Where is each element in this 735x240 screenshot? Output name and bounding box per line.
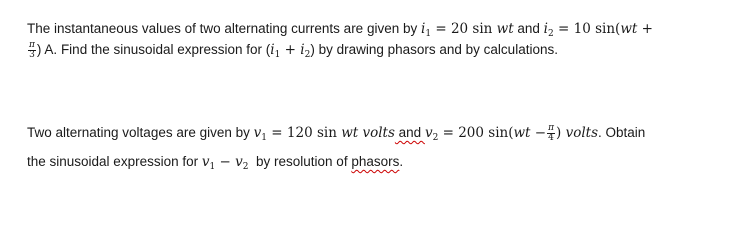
problem1-intro-text: The instantaneous values of two alternating currents are given by (27, 21, 421, 36)
problem1-line2 (27, 41, 558, 61)
fraction-numerator: π (29, 40, 35, 50)
i2-equation: = 10 sin( (553, 21, 621, 37)
v1-wt: wt (341, 125, 359, 142)
sum-close: ) (310, 42, 315, 58)
task-text: Find the sinusoidal expression for ( (57, 42, 271, 58)
fraction-denominator: 4 (548, 133, 554, 143)
problem1-line1 (27, 20, 653, 40)
v2-close: ) (556, 125, 562, 142)
problem2-intro-text: Two alternating voltages are given by (27, 125, 254, 141)
task-suffix: by drawing phasors and by calculations. (314, 42, 558, 58)
problem2-line1 (27, 124, 645, 144)
v2-equation: = 200 sin( (438, 125, 514, 142)
v2-wt: wt (513, 125, 531, 142)
problem2-line2 (27, 153, 403, 173)
phasors-word-spellcheck: phasors (351, 154, 400, 169)
i2-wt: wt (620, 21, 638, 37)
sum-i1-symbol: i (270, 42, 275, 59)
and-text-spellcheck: and (394, 125, 425, 141)
i2-plus: + (637, 21, 653, 37)
obtain-text: . Obtain (598, 125, 646, 141)
phase-close-unit: ) A. (36, 42, 58, 58)
diff-v1-symbol: v (201, 154, 210, 170)
diff-minus: − (215, 154, 236, 170)
sum-i1-subscript: 1 (274, 50, 281, 61)
pi-over-4-fraction (547, 124, 555, 143)
v2-volts-unit: volts (561, 125, 598, 142)
end-period: . (399, 154, 404, 169)
sum-plus: + (280, 42, 301, 59)
voltage-v2-subscript: 2 (432, 133, 439, 144)
current-i2-subscript: 2 (548, 29, 554, 39)
sum-i2-symbol: i (300, 42, 305, 59)
fraction-denominator: 3 (29, 50, 35, 60)
pi-over-3-fraction (28, 41, 36, 60)
v2-minus: − (530, 125, 547, 142)
diff-v2-subscript: 2 (242, 162, 249, 172)
v1-equation: = 120 sin (267, 125, 342, 142)
diff-v2-symbol: v (235, 154, 243, 170)
and-text: and (513, 21, 544, 36)
i1-equation: = 20 sin (431, 21, 497, 37)
i1-wt: wt (496, 21, 514, 37)
sum-i2-subscript: 2 (304, 50, 311, 61)
v1-volts-unit: volts (358, 125, 395, 142)
problem2-task-text: the sinusoidal expression for (27, 154, 202, 169)
voltage-v1-subscript: 1 (261, 133, 268, 144)
current-i1-subscript: 1 (425, 29, 432, 39)
voltage-v2-symbol: v (424, 125, 433, 142)
current-i2-symbol: i (543, 21, 548, 37)
diff-v1-subscript: 1 (209, 162, 216, 172)
voltage-v1-symbol: v (253, 125, 262, 142)
fraction-numerator: π (548, 123, 554, 133)
current-i1-symbol: i (420, 21, 426, 37)
resolution-text: by resolution of (248, 154, 352, 169)
